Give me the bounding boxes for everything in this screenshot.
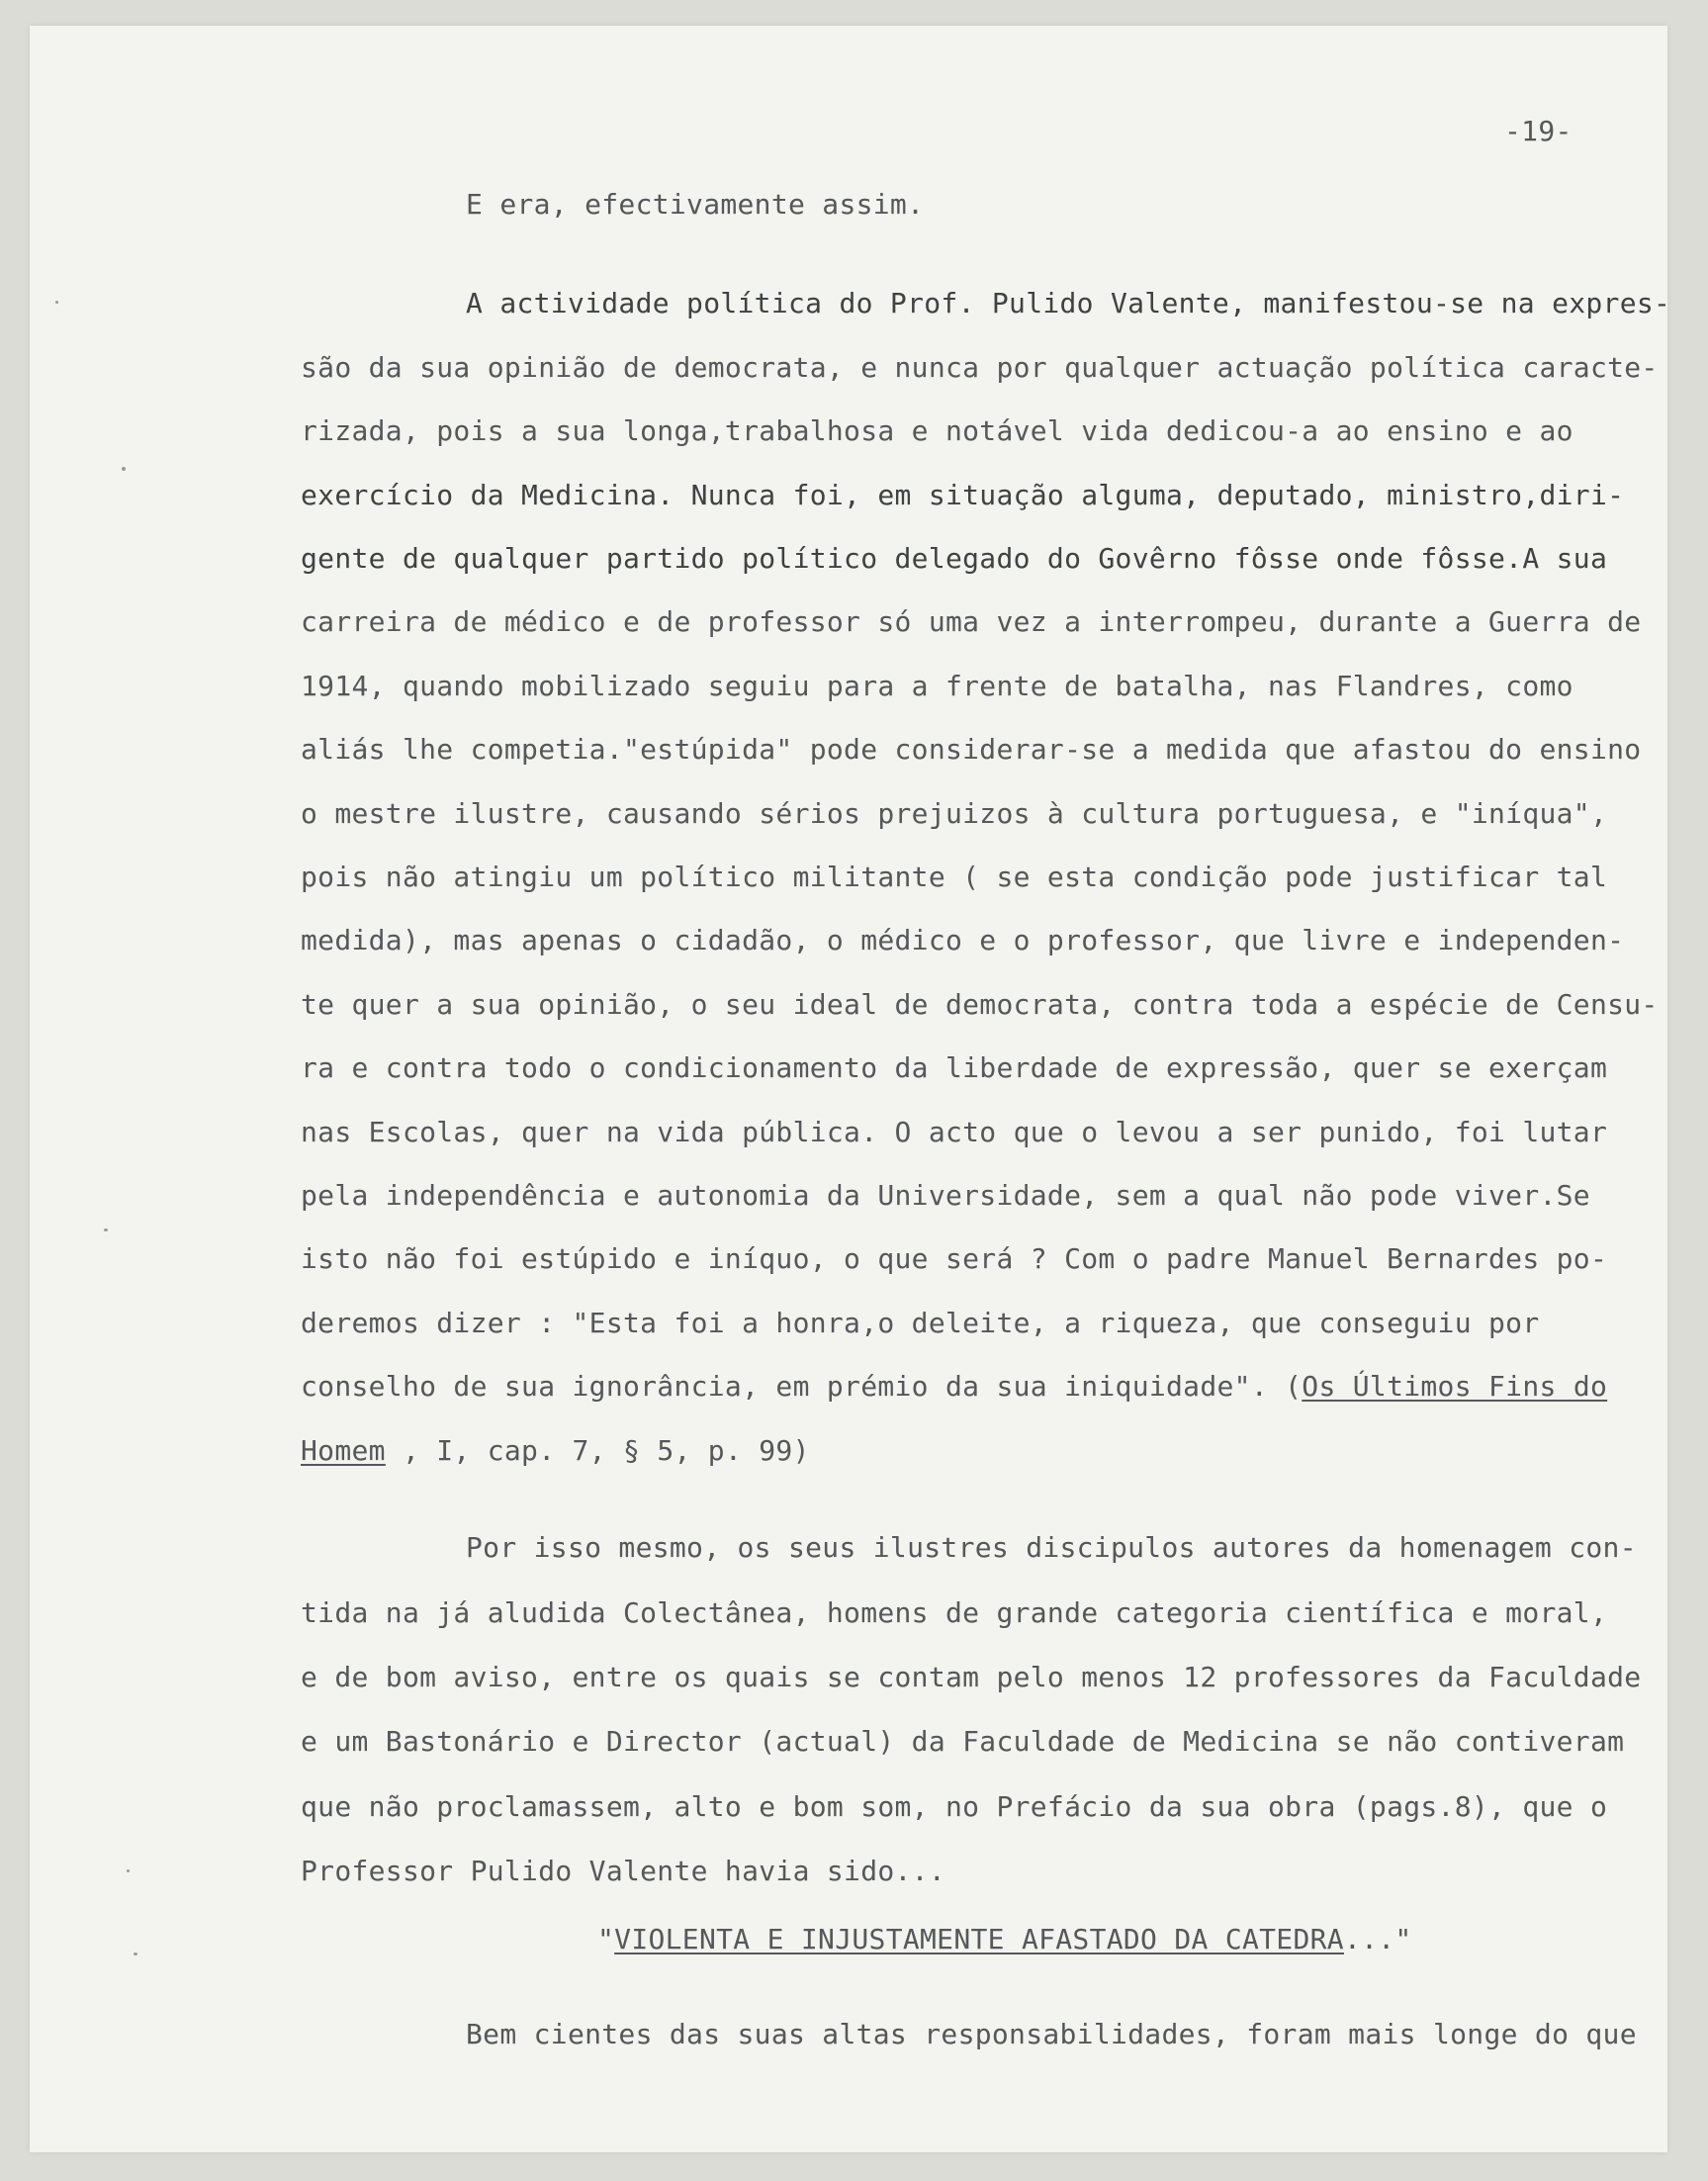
paragraph-1-line: o mestre ilustre, causando sérios prejuizos à cultura portuguesa, e "iníqua", xyxy=(301,797,1608,830)
closing-line: Bem cientes das suas altas responsabilidades, foram mais longe do que xyxy=(466,2018,1637,2050)
paper-speck xyxy=(122,467,126,471)
paragraph-1-line: pela independência e autonomia da Universidade, sem a qual não pode viver.Se xyxy=(301,1179,1590,1212)
paragraph-1-line: ra e contra todo o condicionamento da liberdade de expressão, quer se exerçam xyxy=(301,1051,1608,1084)
paper-speck xyxy=(104,1228,108,1231)
paragraph-1-line: gente de qualquer partido político delegado do Govêrno fôsse onde fôsse.A sua xyxy=(301,542,1608,575)
paragraph-2-line: Por isso mesmo, os seus ilustres discipulos autores da homenagem con- xyxy=(466,1531,1637,1564)
typewritten-page xyxy=(30,26,1667,2152)
paragraph-1-line: aliás lhe competia."estúpida" pode considerar-se a medida que afastou do ensino xyxy=(301,733,1642,766)
quote-heading: "VIOLENTA E INJUSTAMENTE AFASTADO DA CATEDRA..." xyxy=(597,1923,1412,1955)
paragraph-1-line: carreira de médico e de professor só uma vez a interrompeu, durante a Guerra de xyxy=(301,605,1642,638)
paragraph-1-line: deremos dizer : "Esta foi a honra,o deleite, a riqueza, que conseguiu por xyxy=(301,1307,1540,1339)
paragraph-2-line: Professor Pulido Valente havia sido... xyxy=(301,1855,945,1887)
paragraph-2-line: que não proclamassem, alto e bom som, no Prefácio da sua obra (pags.8), que o xyxy=(301,1790,1608,1823)
citation-reference: , I, cap. 7, § 5, p. 99) xyxy=(385,1434,810,1467)
citation-line xyxy=(301,1370,1607,1403)
paragraph-1-line: A actividade política do Prof. Pulido Valente, manifestou-se na expres- xyxy=(466,287,1671,319)
quote-heading-text: VIOLENTA E INJUSTAMENTE AFASTADO DA CATEDRA xyxy=(614,1923,1344,1955)
citation-line xyxy=(301,1434,810,1467)
paragraph-2-line: tida na já aludida Colectânea, homens de grande categoria científica e moral, xyxy=(301,1596,1608,1629)
book-title: Homem xyxy=(301,1434,386,1467)
citation-lead: conselho de sua ignorância, em prémio da sua iniquidade". ( xyxy=(301,1370,1303,1403)
paragraph-2-line: e de bom aviso, entre os quais se contam pelo menos 12 professores da Faculdade xyxy=(301,1661,1642,1693)
paragraph-1-line: te quer a sua opinião, o seu ideal de democrata, contra toda a espécie de Censu- xyxy=(301,988,1659,1021)
paragraph-1-line: nas Escolas, quer na vida pública. O acto que o levou a ser punido, foi lutar xyxy=(301,1116,1608,1148)
book-title: Os Últimos Fins do xyxy=(1302,1370,1608,1403)
paragraph-1-line: isto não foi estúpido e iníquo, o que será ? Com o padre Manuel Bernardes po- xyxy=(301,1242,1608,1275)
paragraph-2-line: e um Bastonário e Director (actual) da Faculdade de Medicina se não contiveram xyxy=(301,1725,1625,1758)
paper-speck xyxy=(127,1869,130,1872)
opening-line: E era, efectivamente assim. xyxy=(466,188,925,221)
paragraph-1-line: rizada, pois a sua longa,trabalhosa e notável vida dedicou-a ao ensino e ao xyxy=(301,414,1573,447)
paragraph-1-line: 1914, quando mobilizado seguiu para a frente de batalha, nas Flandres, como xyxy=(301,670,1573,702)
paragraph-1-line: exercício da Medicina. Nunca foi, em situação alguma, deputado, ministro,diri- xyxy=(301,479,1625,511)
page-number: -19- xyxy=(1504,115,1573,147)
paragraph-1-line: pois não atingiu um político militante ( se esta condição pode justificar tal xyxy=(301,861,1608,893)
quote-heading-suffix: ..." xyxy=(1343,1923,1412,1955)
paper-speck xyxy=(134,1953,137,1955)
paragraph-1-line: são da sua opinião de democrata, e nunca por qualquer actuação política caracte- xyxy=(301,351,1659,384)
paper-speck xyxy=(55,301,58,304)
paragraph-1-line: medida), mas apenas o cidadão, o médico e o professor, que livre e independen- xyxy=(301,924,1625,956)
